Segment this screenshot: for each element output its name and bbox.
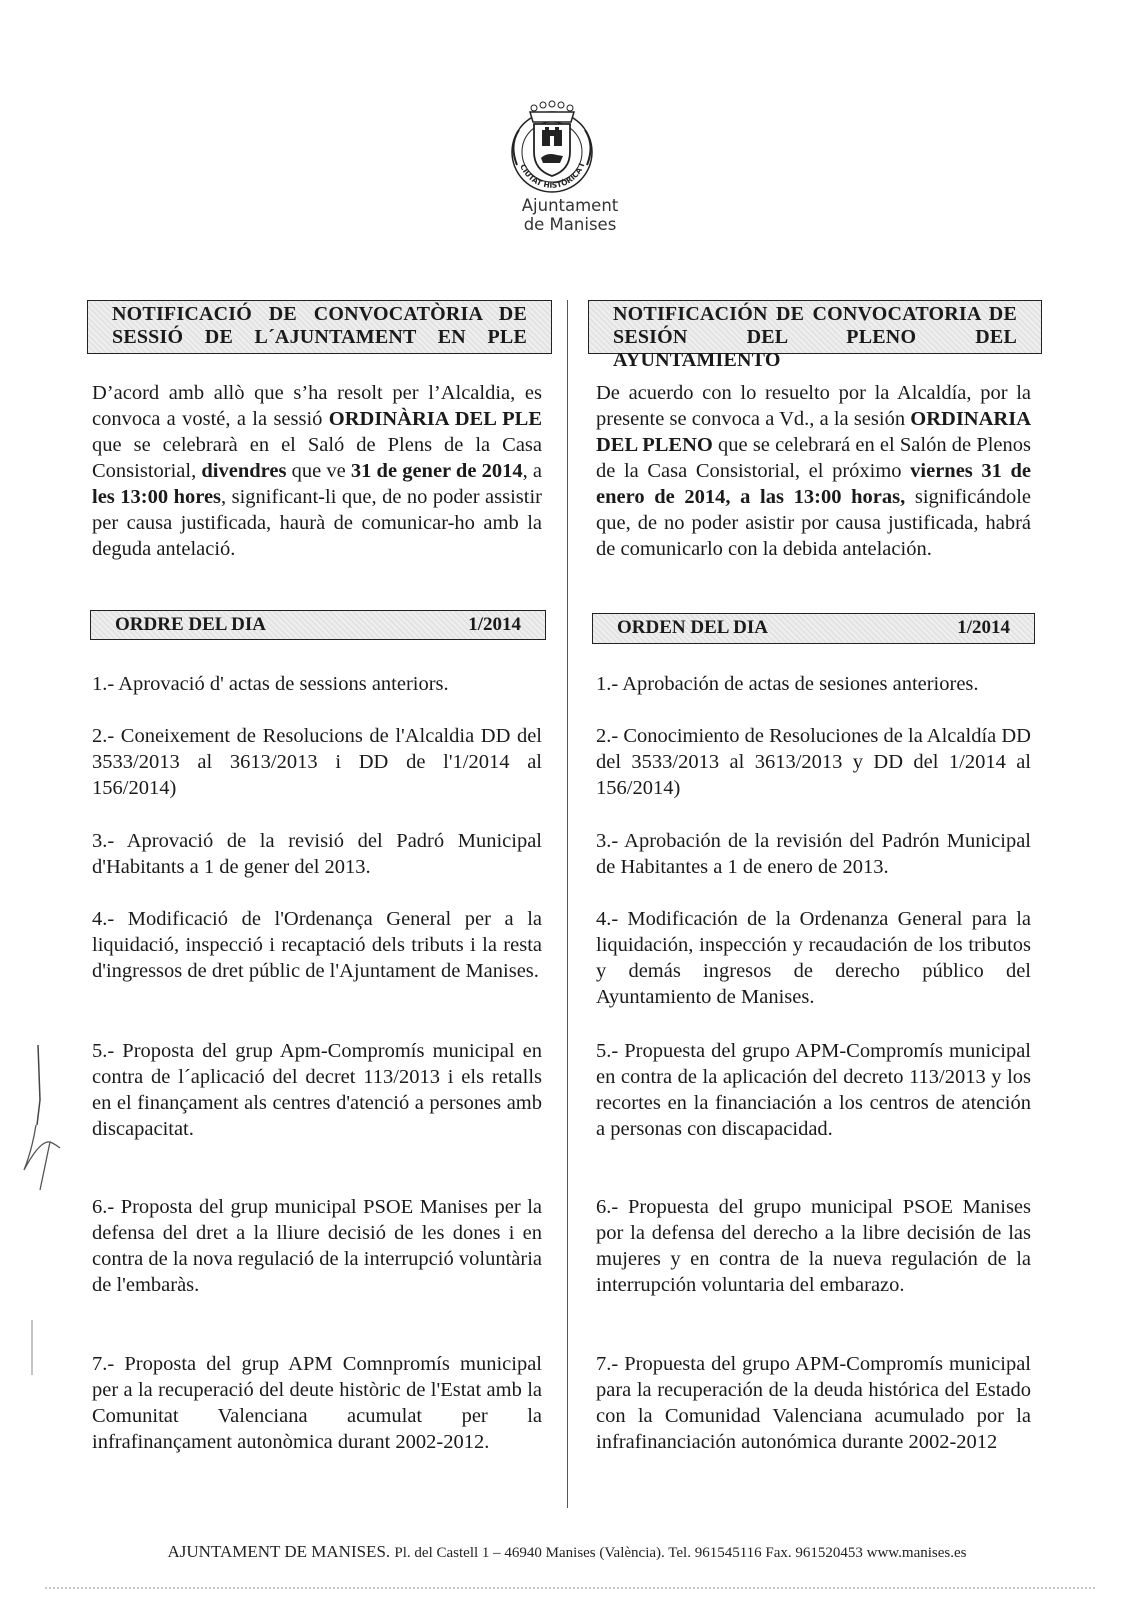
right-order-number: 1/2014 (957, 617, 1010, 638)
right-agenda-item: 7.- Propuesta del grupo APM-Compromís municipal para la recuperación de la deuda histórica del Estado con la Comunidad Valenciana acumulado por la infrafinanciación autonómica durante 2002-2012 (596, 1353, 1031, 1453)
left-intro-part: , a (522, 460, 542, 482)
left-agenda-item: 4.- Modificació de l'Ordenança General per a la liquidació, inspecció i recaptació dels tributs i la resta d'ingressos de dret públic de l'Ajuntament de Manises. (92, 908, 542, 982)
left-intro-part: que ve (286, 460, 351, 482)
right-agenda-item: 4.- Modificación de la Ordenanza General para la liquidación, inspección y recaudación de los tributos y demás ingresos de derecho público del Ayuntamiento de Manises. (596, 908, 1031, 1008)
left-agenda-item: 2.- Coneixement de Resolucions de l'Alcaldia DD del 3533/2013 al 3613/2013 i DD de l'1/2014 al 156/2014) (92, 725, 542, 799)
footer-organization: AJUNTAMENT DE MANISES. (167, 1542, 391, 1561)
left-intro-part: que se celebrarà en el Saló de Plens de la Casa Consistorial, (92, 434, 542, 482)
right-intro-bold: ORDINARIA DEL PLENO (596, 408, 1031, 456)
column-divider (567, 300, 568, 1508)
org-line-1: Ajuntament (521, 196, 619, 215)
right-intro-part: que se celebrará en el Salón de Plenos de la Casa Consistorial, el próximo (596, 434, 1032, 482)
left-notification-title: NOTIFICACIÓ DE CONVOCATÒRIA DE SESSIÓ DE L´AJUNTAMENT EN PLE (87, 300, 552, 354)
right-agenda-item: 5.- Propuesta del grupo APM-Compromís municipal en contra de la aplicación del decreto 113/2013 y los recortes en la financiación a los centros de atención a personas con discapacidad. (596, 1040, 1031, 1140)
right-agenda-item: 6.- Propuesta del grupo municipal PSOE Manises por la defensa del derecho a la libre decisión de las mujeres y en contra de la nueva regulación de la interrupción voluntaria del embarazo. (596, 1196, 1031, 1296)
left-intro-bold: les 13:00 hores (92, 486, 222, 508)
left-agenda-item: 7.- Proposta del grup APM Comnpromís municipal per a la recuperació del deute històric de l'Estat amb la Comunitat Valenciana acumulat per la infrafinançament autonòmica durant 2002-2012. (92, 1353, 542, 1453)
right-order-of-day-box (592, 613, 1035, 644)
municipal-seal-logo (497, 90, 607, 200)
left-intro-bold: divendres (201, 460, 287, 482)
right-intro-paragraph (596, 380, 1031, 562)
handwritten-signature-mark (10, 1040, 80, 1380)
seal-motto: CIUTAT HISTÒRICA I (518, 161, 587, 190)
right-intro-part: significándole que, de no poder asistir por causa justificada, habrá de comunicarlo con la debida antelación. (596, 486, 1031, 560)
right-agenda-item: 2.- Conocimiento de Resoluciones de la Alcaldía DD del 3533/2013 al 3613/2013 y DD del 1/2014 al 156/2014) (596, 725, 1031, 799)
left-agenda-item: 1.- Aprovació d' actas de sessions anteriors. (92, 673, 449, 695)
right-intro-part: De acuerdo con lo resuelto por la Alcaldía, por la presente se convoca a Vd., a la sesión (596, 382, 1031, 430)
org-line-2: de Manises (523, 215, 617, 234)
left-agenda-item: 5.- Proposta del grup Apm-Compromís municipal en contra de l´aplicació del decret 113/2013 i els retalls en el finançament als centres d'atenció a persones amb discapacitat. (92, 1040, 542, 1140)
left-order-of-day-box (90, 610, 546, 640)
seal-emblem-icon (497, 90, 607, 200)
organization-name (470, 196, 670, 234)
right-agenda-item: 3.- Aprobación de la revisión del Padrón Municipal de Habitantes a 1 de enero de 2013. (596, 830, 1031, 878)
left-agenda-item: 6.- Proposta del grup municipal PSOE Manises per la defensa del dret a la lliure decisió de les dones i en contra de la nova regulació de la interrupció voluntària de l'embaràs. (92, 1196, 542, 1296)
left-intro-bold: 31 de gener de 2014 (350, 460, 523, 482)
footer-contact-details: Pl. del Castell 1 – 46940 Manises (València). Tel. 961545116 Fax. 961520453 www.manises.es (394, 1545, 967, 1561)
right-order-label: ORDEN DEL DIA (617, 617, 768, 638)
right-notification-title: NOTIFICACIÓN DE CONVOCATORIA DE SESIÓN DEL PLENO DEL AYUNTAMIENTO (588, 300, 1042, 354)
left-intro-part: , significant-li que, de no poder assistir per causa justificada, haurà de comunicar-ho amb la deguda antelació. (92, 486, 542, 560)
left-agenda-item: 3.- Aprovació de la revisió del Padró Municipal d'Habitants a 1 de gener del 2013. (92, 830, 542, 878)
right-intro-bold: viernes 31 de enero de 2014, a las 13:00 horas, (596, 460, 1032, 508)
page-footer (0, 1542, 1134, 1562)
left-order-number: 1/2014 (468, 614, 521, 635)
left-intro-paragraph (92, 380, 542, 562)
right-agenda-item: 1.- Aprobación de actas de sesiones anteriores. (596, 673, 979, 695)
left-intro-part: D’acord amb allò que s’ha resolt per l’Alcaldia, es convoca a vosté, a la sessió (92, 382, 542, 430)
left-intro-bold: ORDINÀRIA DEL PLE (328, 408, 542, 430)
scan-artifact-line (45, 1587, 1095, 1589)
left-order-label: ORDRE DEL DIA (115, 614, 266, 635)
